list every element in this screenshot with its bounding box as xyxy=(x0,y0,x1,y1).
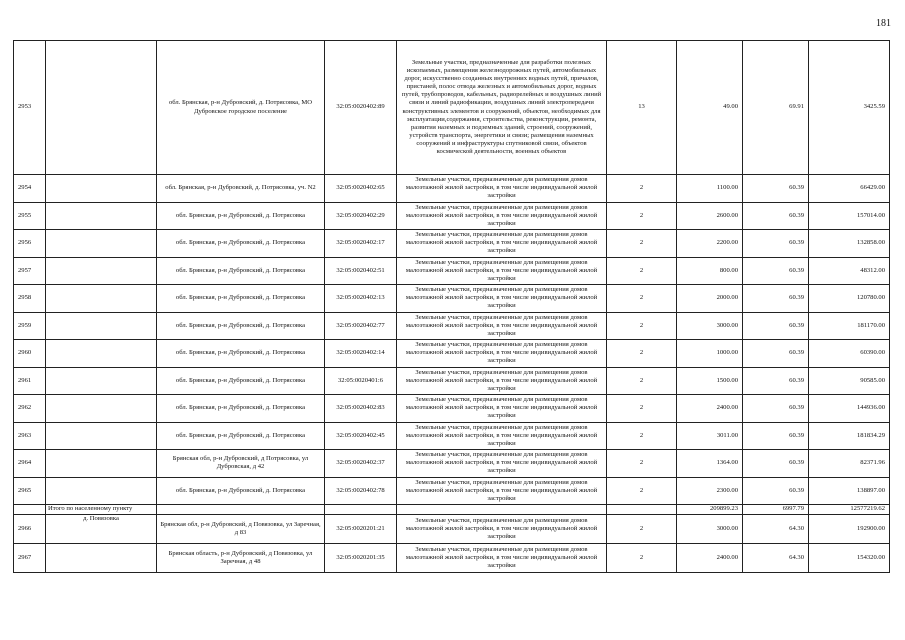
cadastral-number: 32:05:0020201:21 xyxy=(325,515,397,544)
rate-value: 60.39 xyxy=(743,202,809,230)
purpose-group: 2 xyxy=(607,175,677,203)
purpose-group: 2 xyxy=(607,477,677,505)
row-number: 2966 xyxy=(14,515,46,544)
purpose-group: 2 xyxy=(607,515,677,544)
cadastral-number: 32:05:0020402:13 xyxy=(325,285,397,313)
address-cell: обл. Брянская, р-н Дубровский, д. Потрясовка xyxy=(157,340,325,368)
cadastral-value: 60390.00 xyxy=(809,340,890,368)
area-value: 2600.00 xyxy=(677,202,743,230)
cadastral-number: 32:05:0020201:35 xyxy=(325,544,397,573)
address-cell: Брянская обл, р-н Дубровский, д Потрясовка, ул Дубровская, д 42 xyxy=(157,450,325,478)
row-number: 2953 xyxy=(14,41,46,175)
table-row xyxy=(14,312,890,340)
row-number: 2963 xyxy=(14,422,46,450)
area-value: 2000.00 xyxy=(677,285,743,313)
area-value: 1000.00 xyxy=(677,340,743,368)
row-number: 2956 xyxy=(14,230,46,258)
rate-value: 60.39 xyxy=(743,340,809,368)
area-value: 3000.00 xyxy=(677,515,743,544)
land-purpose: Земельные участки, предназначенные для размещения домов малоэтажной жилой застройки, в том числе индивидуальной жилой застройки xyxy=(397,422,607,450)
rate-value: 60.39 xyxy=(743,285,809,313)
total-row xyxy=(14,505,890,515)
land-purpose: Земельные участки, предназначенные для размещения домов малоэтажной жилой застройки, в том числе индивидуальной жилой застройки xyxy=(397,257,607,285)
address-cell: обл. Брянская, р-н Дубровский, д. Потрясовка xyxy=(157,395,325,423)
cadastral-value: 157014.00 xyxy=(809,202,890,230)
row-number: 2958 xyxy=(14,285,46,313)
address-cell: Брянская область, р-н Дубровский, д Повязовка, ул Заречная, д 48 xyxy=(157,544,325,573)
land-purpose: Земельные участки, предназначенные для размещения домов малоэтажной жилой застройки, в том числе индивидуальной жилой застройки xyxy=(397,175,607,203)
blank-cell xyxy=(325,505,397,515)
total-value: 12577219.62 xyxy=(809,505,890,515)
rate-value: 60.39 xyxy=(743,257,809,285)
address-cell: обл. Брянская, р-н Дубровский, д. Потрясовка xyxy=(157,285,325,313)
area-value: 3000.00 xyxy=(677,312,743,340)
cadastral-number: 32:05:0020402:51 xyxy=(325,257,397,285)
cadastral-number: 32:05:0020402:29 xyxy=(325,202,397,230)
area-value: 1364.00 xyxy=(677,450,743,478)
table-row xyxy=(14,477,890,505)
cadastral-value: 181170.00 xyxy=(809,312,890,340)
rate-value: 60.39 xyxy=(743,230,809,258)
cadastral-value: 90585.00 xyxy=(809,367,890,395)
rate-value: 60.39 xyxy=(743,450,809,478)
table-row xyxy=(14,422,890,450)
row-number: 2961 xyxy=(14,367,46,395)
cadastral-value: 132858.00 xyxy=(809,230,890,258)
settlement-cell: д. Повязовка xyxy=(46,515,157,544)
cadastral-number: 32:05:0020402:65 xyxy=(325,175,397,203)
address-cell: обл. Брянская, р-н Дубровский, д. Потрясовка xyxy=(157,367,325,395)
settlement-cell xyxy=(46,285,157,313)
purpose-group: 2 xyxy=(607,367,677,395)
cadastral-value: 192900.00 xyxy=(809,515,890,544)
table-row xyxy=(14,175,890,203)
purpose-group: 2 xyxy=(607,422,677,450)
address-cell: обл. Брянская, р-н Дубровский, д. Потрясовка, уч. N2 xyxy=(157,175,325,203)
cadastral-number: 32:05:0020402:37 xyxy=(325,450,397,478)
cadastral-value: 138897.00 xyxy=(809,477,890,505)
land-purpose: Земельные участки, предназначенные для размещения домов малоэтажной жилой застройки, в том числе индивидуальной жилой застройки xyxy=(397,544,607,573)
address-cell: обл. Брянская, р-н Дубровский, д. Потрясовка xyxy=(157,422,325,450)
land-purpose: Земельные участки, предназначенные для размещения домов малоэтажной жилой застройки, в том числе индивидуальной жилой застройки xyxy=(397,450,607,478)
total-label: Итого по населенному пункту xyxy=(46,505,157,515)
land-purpose: Земельные участки, предназначенные для размещения домов малоэтажной жилой застройки, в том числе индивидуальной жилой застройки xyxy=(397,285,607,313)
cadastral-number: 32:05:0020402:45 xyxy=(325,422,397,450)
address-cell: обл. Брянская, р-н Дубровский, д. Потрясовка xyxy=(157,202,325,230)
area-value: 1100.00 xyxy=(677,175,743,203)
cadastral-number: 32:05:0020402:78 xyxy=(325,477,397,505)
table-row xyxy=(14,285,890,313)
purpose-group: 2 xyxy=(607,340,677,368)
address-cell: обл. Брянская, р-н Дубровский, д. Потрясовка xyxy=(157,312,325,340)
address-cell: обл. Брянская, р-н Дубровский, д. Потрясовка xyxy=(157,257,325,285)
purpose-group: 2 xyxy=(607,285,677,313)
purpose-group: 2 xyxy=(607,544,677,573)
table-row xyxy=(14,340,890,368)
rate-value: 64.30 xyxy=(743,515,809,544)
settlement-cell xyxy=(46,422,157,450)
cadastral-value: 154320.00 xyxy=(809,544,890,573)
land-purpose: Земельные участки, предназначенные для размещения домов малоэтажной жилой застройки, в том числе индивидуальной жилой застройки xyxy=(397,202,607,230)
land-purpose: Земельные участки, предназначенные для размещения домов малоэтажной жилой застройки, в том числе индивидуальной жилой застройки xyxy=(397,312,607,340)
cadastral-number: 32:05:0020402:83 xyxy=(325,395,397,423)
land-purpose: Земельные участки, предназначенные для размещения домов малоэтажной жилой застройки, в том числе индивидуальной жилой застройки xyxy=(397,477,607,505)
area-value: 800.00 xyxy=(677,257,743,285)
address-cell: обл. Брянская, р-н Дубровский, д. Потрясовка xyxy=(157,477,325,505)
row-number: 2957 xyxy=(14,257,46,285)
row-number: 2964 xyxy=(14,450,46,478)
settlement-cell xyxy=(46,312,157,340)
table-row xyxy=(14,230,890,258)
rate-value: 60.39 xyxy=(743,477,809,505)
row-number: 2967 xyxy=(14,544,46,573)
purpose-group: 2 xyxy=(607,450,677,478)
cadastral-number: 32:05:0020402:14 xyxy=(325,340,397,368)
settlement-cell xyxy=(46,450,157,478)
table-row xyxy=(14,257,890,285)
area-value: 1500.00 xyxy=(677,367,743,395)
settlement-cell xyxy=(46,41,157,175)
table-row xyxy=(14,367,890,395)
rate-value: 60.39 xyxy=(743,395,809,423)
settlement-cell xyxy=(46,175,157,203)
cadastral-value: 181834.29 xyxy=(809,422,890,450)
rate-value: 69.91 xyxy=(743,41,809,175)
purpose-group: 2 xyxy=(607,230,677,258)
address-cell: Брянская обл, р-н Дубровский, д Повязовка, ул Заречная, д 83 xyxy=(157,515,325,544)
land-purpose: Земельные участки, предназначенные для размещения домов малоэтажной жилой застройки, в том числе индивидуальной жилой застройки xyxy=(397,395,607,423)
row-number: 2954 xyxy=(14,175,46,203)
table-row xyxy=(14,41,890,175)
cadastral-value: 82371.96 xyxy=(809,450,890,478)
land-purpose: Земельные участки, предназначенные для размещения домов малоэтажной жилой застройки, в том числе индивидуальной жилой застройки xyxy=(397,367,607,395)
area-value: 2400.00 xyxy=(677,395,743,423)
cadastral-value: 144936.00 xyxy=(809,395,890,423)
rate-value: 60.39 xyxy=(743,422,809,450)
cadastral-number: 32:05:0020401:6 xyxy=(325,367,397,395)
table-body xyxy=(14,41,890,573)
settlement-cell xyxy=(46,477,157,505)
page-number: 181 xyxy=(876,18,891,29)
address-cell: обл. Брянская, р-н Дубровский, д. Потрясовка, МО Дубровское городское поселение xyxy=(157,41,325,175)
settlement-cell xyxy=(46,230,157,258)
land-purpose: Земельные участки, предназначенные для размещения домов малоэтажной жилой застройки, в том числе индивидуальной жилой застройки xyxy=(397,340,607,368)
area-value: 49.00 xyxy=(677,41,743,175)
total-rate: 6997.79 xyxy=(743,505,809,515)
cadastral-number: 32:05:0020402:77 xyxy=(325,312,397,340)
table-row xyxy=(14,515,890,544)
area-value: 2300.00 xyxy=(677,477,743,505)
cadastral-value: 66429.00 xyxy=(809,175,890,203)
row-number: 2959 xyxy=(14,312,46,340)
area-value: 2400.00 xyxy=(677,544,743,573)
cadastral-value: 48312.00 xyxy=(809,257,890,285)
rate-value: 64.30 xyxy=(743,544,809,573)
purpose-group: 2 xyxy=(607,202,677,230)
land-purpose: Земельные участки, предназначенные для разработки полезных ископаемых, размещения железнодорожных путей, автомобильных дорог, искусственно созданных внутренних водных путей, причалов, пристаней, полос отвода железных и автомобильных дорог, водных путей, трубопроводов, кабельных, радиорелейных и воздушных линий связи и линий радиофикации, воздушных линий электропередачи конструктивных элементов и сооружений, объектов, необходимых для эксплуатации,содержания, строительства, реконструкции, ремонта, развития наземных и подземных зданий, строений, сооружений, устройств транспорта, энергетики и связи; размещения наземных сооружений и инфраструктуры спутниковой связи, объектов космической деятельности, военных объектов xyxy=(397,41,607,175)
purpose-group: 13 xyxy=(607,41,677,175)
land-purpose: Земельные участки, предназначенные для размещения домов малоэтажной жилой застройки, в том числе индивидуальной жилой застройки xyxy=(397,515,607,544)
area-value: 3011.00 xyxy=(677,422,743,450)
rate-value: 60.39 xyxy=(743,367,809,395)
cadastral-value: 3425.59 xyxy=(809,41,890,175)
purpose-group: 2 xyxy=(607,257,677,285)
rate-value: 60.39 xyxy=(743,312,809,340)
blank-cell xyxy=(157,505,325,515)
settlement-cell xyxy=(46,395,157,423)
rate-value: 60.39 xyxy=(743,175,809,203)
address-cell: обл. Брянская, р-н Дубровский, д. Потрясовка xyxy=(157,230,325,258)
land-purpose: Земельные участки, предназначенные для размещения домов малоэтажной жилой застройки, в том числе индивидуальной жилой застройки xyxy=(397,230,607,258)
cadastral-value: 120780.00 xyxy=(809,285,890,313)
cadastral-number: 32:05:0020402:17 xyxy=(325,230,397,258)
settlement-cell xyxy=(46,340,157,368)
blank-cell xyxy=(14,505,46,515)
settlement-cell xyxy=(46,257,157,285)
blank-cell xyxy=(397,505,607,515)
row-number: 2965 xyxy=(14,477,46,505)
purpose-group: 2 xyxy=(607,395,677,423)
settlement-cell xyxy=(46,367,157,395)
row-number: 2962 xyxy=(14,395,46,423)
row-number: 2955 xyxy=(14,202,46,230)
cadastral-number: 32:05:0020402:89 xyxy=(325,41,397,175)
area-value: 2200.00 xyxy=(677,230,743,258)
settlement-cell xyxy=(46,544,157,573)
row-number: 2960 xyxy=(14,340,46,368)
purpose-group: 2 xyxy=(607,312,677,340)
table-row xyxy=(14,395,890,423)
table-row xyxy=(14,202,890,230)
total-area: 209899.23 xyxy=(677,505,743,515)
blank-cell xyxy=(607,505,677,515)
settlement-cell xyxy=(46,202,157,230)
table-row xyxy=(14,450,890,478)
table-row xyxy=(14,544,890,573)
land-parcels-table xyxy=(13,40,890,573)
